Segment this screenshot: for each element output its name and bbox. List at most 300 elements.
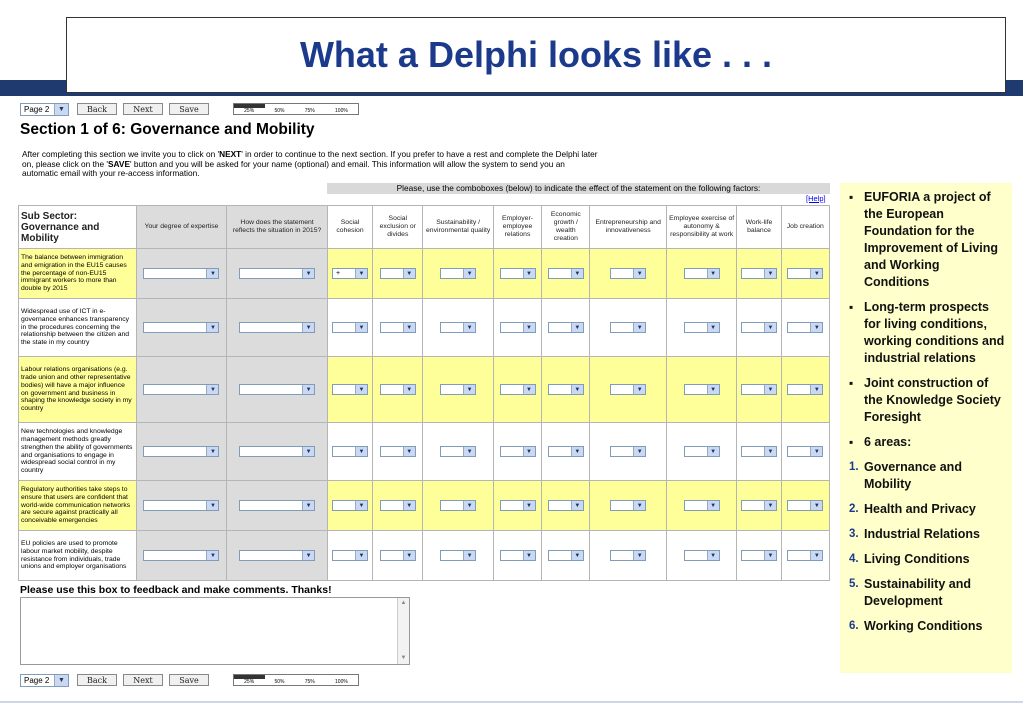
feedback-textarea[interactable] <box>20 597 410 665</box>
combobox-cell <box>781 299 829 357</box>
rating-combobox[interactable] <box>500 446 536 457</box>
combobox-cell <box>423 481 493 531</box>
chevron-down-icon[interactable]: ▼ <box>810 447 822 456</box>
combobox-cell <box>227 357 328 423</box>
rating-combobox[interactable] <box>787 550 823 561</box>
rating-combobox[interactable] <box>548 384 584 395</box>
chevron-down-icon[interactable]: ▼ <box>463 269 475 278</box>
bottom-navbar <box>20 673 359 687</box>
chevron-down-icon[interactable]: ▼ <box>571 551 583 560</box>
chevron-down-icon[interactable]: ▼ <box>707 501 719 510</box>
chevron-down-icon[interactable]: ▼ <box>764 447 776 456</box>
bullet-text: 6 areas: <box>864 435 912 449</box>
combobox-cell <box>136 531 227 581</box>
combobox-cell <box>136 249 227 299</box>
rating-combobox[interactable] <box>143 500 219 511</box>
combobox-cell <box>737 249 781 299</box>
combobox-cell <box>542 423 590 481</box>
area-item <box>846 551 1006 568</box>
chevron-down-icon[interactable]: ▼ <box>206 551 218 560</box>
combobox-cell <box>781 249 829 299</box>
area-label: Living Conditions <box>864 552 970 566</box>
rating-combobox[interactable] <box>239 550 315 561</box>
bullet-text: Joint construction of the Knowledge Society Foresight <box>864 376 1001 424</box>
rating-combobox[interactable] <box>332 500 368 511</box>
combobox-cell <box>423 423 493 481</box>
chevron-down-icon[interactable]: ▼ <box>523 551 535 560</box>
intro-text-part: After completing this section we invite you to click on ' <box>22 149 220 159</box>
chevron-down-icon[interactable]: ▼ <box>571 385 583 394</box>
rating-combobox[interactable] <box>741 384 777 395</box>
chevron-down-icon[interactable]: ▼ <box>302 501 314 510</box>
chevron-down-icon[interactable]: ▼ <box>463 551 475 560</box>
rating-combobox[interactable] <box>500 322 536 333</box>
chevron-down-icon[interactable]: ▼ <box>302 323 314 332</box>
combobox-cell <box>227 481 328 531</box>
intro-text-part: ' button and you will be asked for your name (optional) and email. This information will allow the system to send you an <box>129 158 565 169</box>
rating-combobox[interactable] <box>684 268 720 279</box>
statement-cell: New technologies and knowledge management methods greatly strengthen the ability of governments and organisations to engage in widespread social control in my country <box>19 423 137 481</box>
progress-tick: 50% <box>274 679 285 685</box>
info-sidebar <box>840 183 1012 673</box>
combobox-cell <box>227 423 328 481</box>
rating-combobox[interactable] <box>380 268 416 279</box>
intro-text-part: ' in order to continue to the next section. If you prefer to have a rest and complete the Delphi later <box>241 149 598 159</box>
combobox-cell <box>590 299 666 357</box>
statement-cell: The balance between immigration and emigration in the EU15 causes the percentage of non-EU15 immigrant workers to more than double by 2015 <box>19 249 137 299</box>
chevron-down-icon[interactable]: ▼ <box>810 269 822 278</box>
chevron-down-icon[interactable]: ▼ <box>523 269 535 278</box>
bullet-icon: ▪ <box>849 300 854 314</box>
area-label: Health and Privacy <box>864 502 976 516</box>
chevron-down-icon[interactable]: ▼ <box>206 269 218 278</box>
rating-combobox[interactable] <box>548 500 584 511</box>
combobox-cell <box>666 357 736 423</box>
rating-combobox[interactable] <box>239 500 315 511</box>
chevron-down-icon[interactable]: ▼ <box>403 385 415 394</box>
chevron-down-icon[interactable]: ▼ <box>523 323 535 332</box>
column-header: Job creation <box>781 206 829 249</box>
combobox-cell <box>590 481 666 531</box>
chevron-down-icon[interactable]: ▼ <box>463 447 475 456</box>
chevron-down-icon[interactable]: ▼ <box>571 323 583 332</box>
area-item <box>846 576 1006 610</box>
table-header-row <box>19 206 830 249</box>
area-item <box>846 526 1006 543</box>
rating-combobox[interactable] <box>787 268 823 279</box>
chevron-down-icon[interactable]: ▼ <box>355 269 367 278</box>
bullet-text: Long-term prospects for living conditions, working conditions and industrial relations <box>864 300 1005 365</box>
bullet-item <box>846 189 1006 291</box>
combobox-cell <box>136 481 227 531</box>
combobox-cell <box>493 531 541 581</box>
areas-list <box>846 459 1006 635</box>
combobox-cell <box>542 299 590 357</box>
area-label: Governance and Mobility <box>864 460 962 491</box>
rating-combobox[interactable] <box>380 446 416 457</box>
chevron-down-icon[interactable]: ▼ <box>707 269 719 278</box>
chevron-down-icon[interactable]: ▼ <box>633 551 645 560</box>
chevron-down-icon[interactable]: ▼ <box>302 551 314 560</box>
progress-tick: 50% <box>274 108 285 114</box>
rating-combobox[interactable] <box>684 384 720 395</box>
combobox-cell <box>493 423 541 481</box>
feedback-scrollbar[interactable] <box>397 598 409 664</box>
rating-combobox[interactable] <box>380 550 416 561</box>
combobox-cell <box>493 249 541 299</box>
rating-combobox[interactable] <box>787 500 823 511</box>
bullet-text: EUFORIA a project of the European Foundation for the Improvement of Living and Working Conditions <box>864 190 999 289</box>
rating-combobox[interactable] <box>500 550 536 561</box>
progress-tick: 100% <box>335 679 348 685</box>
area-number: 3. <box>849 528 859 540</box>
combobox-cell <box>737 299 781 357</box>
combobox-cell <box>327 249 372 299</box>
chevron-down-icon[interactable]: ▼ <box>206 447 218 456</box>
help-link[interactable]: [Help] <box>806 194 826 203</box>
statement-cell: Widespread use of ICT in e-governance enhances transparency in the procedures concerning the relationship between the citizen and the state in my country <box>19 299 137 357</box>
chevron-down-icon[interactable]: ▼ <box>463 501 475 510</box>
rating-combobox[interactable] <box>380 500 416 511</box>
combobox-cell <box>737 531 781 581</box>
progress-bar <box>233 103 359 115</box>
combobox-cell <box>327 423 372 481</box>
chevron-down-icon[interactable]: ▼ <box>355 385 367 394</box>
chevron-down-icon[interactable]: ▼ <box>403 323 415 332</box>
slide-title-box <box>66 17 1006 93</box>
footer-divider <box>0 701 1023 703</box>
rating-combobox[interactable] <box>380 384 416 395</box>
rating-combobox[interactable] <box>548 268 584 279</box>
progress-tick: 100% <box>335 108 348 114</box>
statement-cell: Labour relations organisations (e.g. trade union and other representative bodies) will have a major influence on government and business in shaping the knowledge society in my country <box>19 357 137 423</box>
rating-combobox[interactable] <box>440 322 476 333</box>
chevron-down-icon[interactable]: ▼ <box>403 551 415 560</box>
area-item <box>846 459 1006 493</box>
combobox-cell <box>373 357 423 423</box>
chevron-down-icon[interactable]: ▼ <box>633 501 645 510</box>
chevron-down-icon[interactable]: ▼ <box>403 269 415 278</box>
chevron-down-icon[interactable]: ▼ <box>355 551 367 560</box>
chevron-down-icon[interactable]: ▼ <box>707 385 719 394</box>
area-item <box>846 618 1006 635</box>
chevron-down-icon[interactable]: ▼ <box>633 323 645 332</box>
column-header: Social exclusion or divides <box>373 206 423 249</box>
page-select-value: Page 2 <box>24 104 50 114</box>
combobox-cell <box>781 531 829 581</box>
progress-tick: 25% <box>244 679 255 685</box>
rating-combobox[interactable] <box>787 384 823 395</box>
bullet-icon: ▪ <box>849 190 854 204</box>
column-header: Employee exercise of autonomy & responsibility at work <box>666 206 736 249</box>
column-header: Employer-employee relations <box>493 206 541 249</box>
area-number: 5. <box>849 578 859 590</box>
combobox-cell <box>666 423 736 481</box>
rating-combobox[interactable] <box>440 500 476 511</box>
chevron-down-icon[interactable]: ▼ <box>523 385 535 394</box>
rating-combobox[interactable] <box>143 550 219 561</box>
combobox-cell <box>666 249 736 299</box>
combobox-cell <box>737 481 781 531</box>
table-row <box>19 481 830 531</box>
chevron-down-icon[interactable]: ▼ <box>523 501 535 510</box>
column-header: Economic growth / wealth creation <box>542 206 590 249</box>
intro-next-keyword: NEXT <box>219 149 242 159</box>
page-select[interactable] <box>20 674 69 687</box>
bullet-icon: ▪ <box>849 435 854 449</box>
combobox-cell <box>423 357 493 423</box>
chevron-down-icon[interactable]: ▼ <box>403 501 415 510</box>
area-label: Industrial Relations <box>864 527 980 541</box>
progress-bar <box>233 674 359 686</box>
progress-tick: 75% <box>304 679 315 685</box>
rating-combobox[interactable] <box>741 268 777 279</box>
chevron-down-icon[interactable]: ▼ <box>571 501 583 510</box>
rating-combobox[interactable] <box>143 268 219 279</box>
combobox-cell <box>590 423 666 481</box>
chevron-down-icon[interactable]: ▼ <box>633 385 645 394</box>
combobox-cell <box>781 357 829 423</box>
chevron-down-icon[interactable]: ▼ <box>463 323 475 332</box>
combobox-cell <box>373 249 423 299</box>
section-title: Section 1 of 6: Governance and Mobility <box>20 121 315 138</box>
chevron-down-icon[interactable]: ▼ <box>206 501 218 510</box>
rating-combobox[interactable] <box>380 322 416 333</box>
table-row <box>19 249 830 299</box>
rating-combobox[interactable] <box>610 384 646 395</box>
table-row <box>19 423 830 481</box>
rating-combobox[interactable] <box>741 322 777 333</box>
rating-combobox[interactable] <box>684 550 720 561</box>
rating-combobox[interactable] <box>239 384 315 395</box>
rating-combobox[interactable] <box>332 268 368 279</box>
area-label: Sustainability and Development <box>864 577 971 608</box>
instruction-bar: Please, use the comboboxes (below) to indicate the effect of the statement on the following factors: <box>327 183 830 194</box>
combobox-cell <box>590 357 666 423</box>
rating-combobox[interactable] <box>500 268 536 279</box>
rating-combobox[interactable] <box>239 446 315 457</box>
intro-text <box>22 150 742 179</box>
chevron-down-icon[interactable]: ▼ <box>463 385 475 394</box>
chevron-down-icon[interactable]: ▼ <box>302 385 314 394</box>
chevron-down-icon[interactable]: ▼ <box>302 447 314 456</box>
chevron-down-icon[interactable]: ▼ <box>206 385 218 394</box>
column-header: How does the statement reflects the situation in 2015? <box>227 206 328 249</box>
chevron-down-icon[interactable]: ▼ <box>810 501 822 510</box>
rating-combobox[interactable] <box>610 446 646 457</box>
rating-combobox[interactable] <box>741 550 777 561</box>
combobox-cell <box>493 357 541 423</box>
rating-combobox[interactable] <box>440 268 476 279</box>
intro-save-keyword: SAVE <box>108 158 130 169</box>
rating-combobox[interactable] <box>610 322 646 333</box>
statement-cell: EU policies are used to promote labour market mobility, despite resistance from individuals, trade unions and employer organisations <box>19 531 137 581</box>
rating-combobox[interactable] <box>143 322 219 333</box>
rating-combobox[interactable] <box>440 384 476 395</box>
page-select-value: Page 2 <box>24 675 50 685</box>
bullet-icon: ▪ <box>849 376 854 390</box>
combobox-cell <box>666 299 736 357</box>
rating-combobox[interactable] <box>440 446 476 457</box>
chevron-down-icon[interactable]: ▼ <box>707 447 719 456</box>
combobox-cell <box>590 249 666 299</box>
table-row <box>19 299 830 357</box>
sub-sector-header: Sub Sector: Governance and Mobility <box>19 206 137 249</box>
chevron-down-icon[interactable]: ▼ <box>523 447 535 456</box>
rating-combobox[interactable] <box>741 446 777 457</box>
rating-combobox[interactable] <box>548 322 584 333</box>
rating-combobox[interactable] <box>610 500 646 511</box>
scroll-down-icon[interactable]: ▼ <box>400 655 407 661</box>
rating-combobox[interactable] <box>610 550 646 561</box>
rating-combobox[interactable] <box>143 384 219 395</box>
rating-combobox[interactable] <box>548 446 584 457</box>
top-navbar <box>20 102 359 116</box>
chevron-down-icon[interactable]: ▼ <box>403 447 415 456</box>
combobox-cell <box>493 481 541 531</box>
rating-combobox[interactable] <box>684 500 720 511</box>
combobox-cell <box>666 531 736 581</box>
area-item <box>846 501 1006 518</box>
bullet-item <box>846 375 1006 426</box>
combobox-cell <box>327 531 372 581</box>
combobox-cell <box>590 531 666 581</box>
next-button[interactable]: Next <box>123 103 163 115</box>
rating-combobox[interactable] <box>332 384 368 395</box>
combobox-cell <box>423 249 493 299</box>
area-number: 1. <box>849 461 859 473</box>
chevron-down-icon[interactable]: ▼ <box>206 323 218 332</box>
chevron-down-icon[interactable]: ▼ <box>810 551 822 560</box>
chevron-down-icon[interactable]: ▼ <box>764 551 776 560</box>
combobox-cell <box>327 481 372 531</box>
chevron-down-icon[interactable]: ▼ <box>633 447 645 456</box>
area-number: 4. <box>849 553 859 565</box>
combobox-cell <box>227 249 328 299</box>
bullet-item <box>846 299 1006 367</box>
intro-text-part: on, please click on the ' <box>22 158 108 169</box>
progress-tick: 75% <box>304 108 315 114</box>
chevron-down-icon[interactable]: ▼ <box>355 447 367 456</box>
save-button[interactable]: Save <box>169 674 209 686</box>
rating-combobox[interactable] <box>787 446 823 457</box>
chevron-down-icon[interactable]: ▼ <box>571 269 583 278</box>
rating-combobox[interactable] <box>500 384 536 395</box>
rating-combobox[interactable] <box>332 446 368 457</box>
rating-combobox[interactable] <box>239 268 315 279</box>
combobox-cell <box>542 531 590 581</box>
area-label: Working Conditions <box>864 619 983 633</box>
combobox-cell <box>327 299 372 357</box>
rating-combobox[interactable] <box>548 550 584 561</box>
combobox-cell <box>373 531 423 581</box>
column-header: Your degree of expertise <box>136 206 227 249</box>
chevron-down-icon[interactable]: ▼ <box>810 323 822 332</box>
combobox-cell <box>737 357 781 423</box>
combobox-cell <box>781 481 829 531</box>
rating-combobox[interactable] <box>610 268 646 279</box>
column-header: Sustainability / environmental quality <box>423 206 493 249</box>
rating-combobox[interactable] <box>332 550 368 561</box>
slide-title: What a Delphi looks like . . . <box>299 34 773 75</box>
combobox-cell <box>227 531 328 581</box>
combobox-cell <box>423 299 493 357</box>
combobox-cell <box>737 423 781 481</box>
rating-combobox[interactable] <box>143 446 219 457</box>
area-number: 2. <box>849 503 859 515</box>
intro-text-part: automatic email with your re-access information. <box>22 168 200 179</box>
column-header: Entrepreneurship and innovativeness <box>590 206 666 249</box>
combobox-cell <box>136 299 227 357</box>
rating-combobox[interactable] <box>500 500 536 511</box>
combobox-value: + <box>336 270 341 277</box>
chevron-down-icon[interactable]: ▼ <box>54 104 68 115</box>
statement-cell: Regulatory authorities take steps to ensure that users are confident that world-wide communication networks are secure against practically all conceivable emergencies <box>19 481 137 531</box>
delphi-table <box>18 205 830 581</box>
combobox-cell <box>542 481 590 531</box>
chevron-down-icon[interactable]: ▼ <box>764 269 776 278</box>
chevron-down-icon[interactable]: ▼ <box>707 551 719 560</box>
bullet-list <box>846 189 1006 451</box>
combobox-cell <box>423 531 493 581</box>
chevron-down-icon[interactable]: ▼ <box>764 385 776 394</box>
combobox-cell <box>373 423 423 481</box>
area-number: 6. <box>849 620 859 632</box>
page-select[interactable] <box>20 103 69 116</box>
combobox-cell <box>493 299 541 357</box>
chevron-down-icon[interactable]: ▼ <box>764 323 776 332</box>
combobox-cell <box>542 357 590 423</box>
chevron-down-icon[interactable]: ▼ <box>810 385 822 394</box>
chevron-down-icon[interactable]: ▼ <box>54 675 68 686</box>
combobox-cell <box>136 357 227 423</box>
bullet-item <box>846 434 1006 451</box>
column-header: Social cohesion <box>327 206 372 249</box>
combobox-cell <box>666 481 736 531</box>
table-row <box>19 357 830 423</box>
rating-combobox[interactable] <box>239 322 315 333</box>
combobox-cell <box>542 249 590 299</box>
rating-combobox[interactable] <box>684 322 720 333</box>
chevron-down-icon[interactable]: ▼ <box>707 323 719 332</box>
back-button[interactable]: Back <box>77 674 117 686</box>
combobox-cell <box>373 481 423 531</box>
column-header: Work-life balance <box>737 206 781 249</box>
combobox-cell <box>781 423 829 481</box>
combobox-cell <box>227 299 328 357</box>
next-button[interactable]: Next <box>123 674 163 686</box>
chevron-down-icon[interactable]: ▼ <box>571 447 583 456</box>
chevron-down-icon[interactable]: ▼ <box>355 501 367 510</box>
chevron-down-icon[interactable]: ▼ <box>633 269 645 278</box>
feedback-label: Please use this box to feedback and make comments. Thanks! <box>20 584 332 596</box>
rating-combobox[interactable] <box>332 322 368 333</box>
table-row <box>19 531 830 581</box>
chevron-down-icon[interactable]: ▼ <box>302 269 314 278</box>
back-button[interactable]: Back <box>77 103 117 115</box>
rating-combobox[interactable] <box>787 322 823 333</box>
chevron-down-icon[interactable]: ▼ <box>355 323 367 332</box>
combobox-cell <box>373 299 423 357</box>
progress-tick: 25% <box>244 108 255 114</box>
scroll-up-icon[interactable]: ▲ <box>400 600 407 606</box>
save-button[interactable]: Save <box>169 103 209 115</box>
rating-combobox[interactable] <box>684 446 720 457</box>
chevron-down-icon[interactable]: ▼ <box>764 501 776 510</box>
rating-combobox[interactable] <box>440 550 476 561</box>
rating-combobox[interactable] <box>741 500 777 511</box>
combobox-cell <box>327 357 372 423</box>
